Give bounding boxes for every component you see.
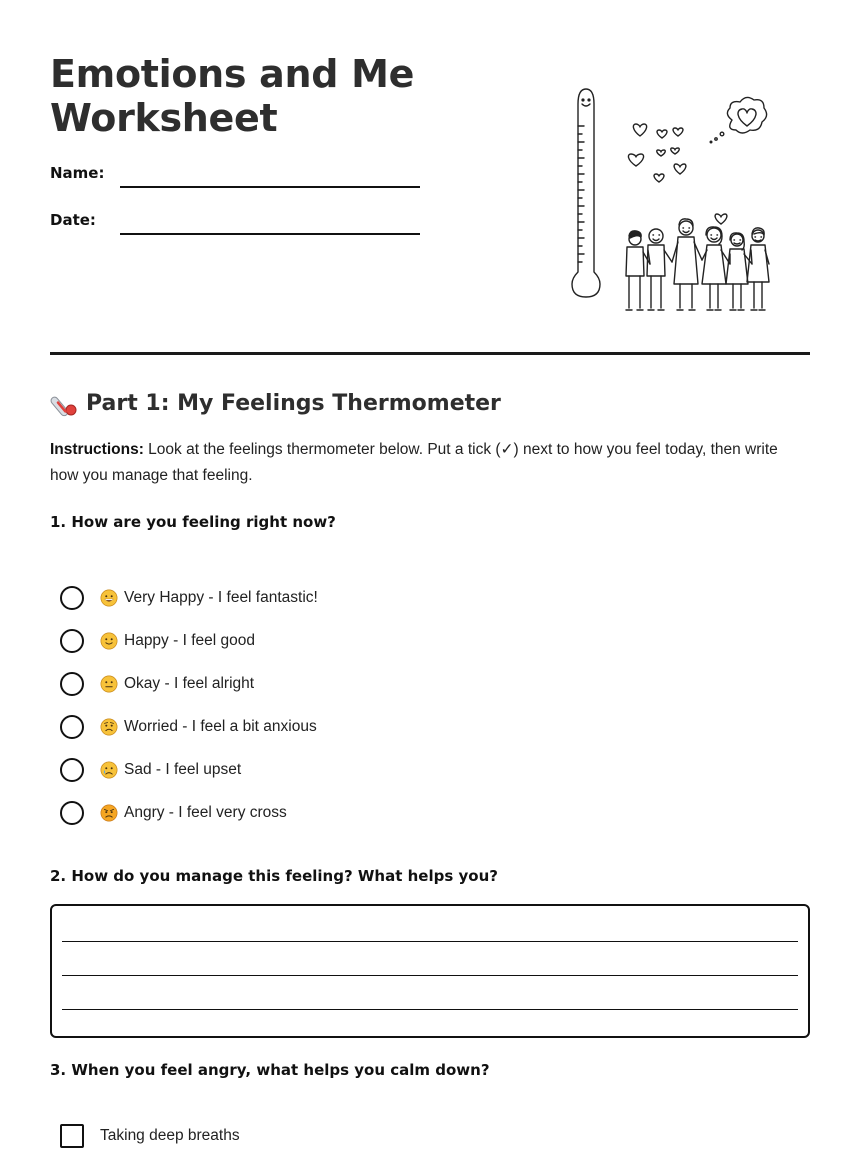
question-3: 3. When you feel angry, what helps you calm down? bbox=[50, 1061, 490, 1079]
answer-line[interactable] bbox=[62, 975, 798, 976]
question-1: 1. How are you feeling right now? bbox=[50, 513, 336, 531]
instructions bbox=[50, 437, 810, 489]
date-line[interactable] bbox=[120, 233, 420, 235]
feeling-radio[interactable] bbox=[60, 801, 84, 825]
part1-heading: Part 1: My Feelings Thermometer bbox=[50, 388, 501, 418]
feeling-radio[interactable] bbox=[60, 672, 84, 696]
calm-checkbox[interactable] bbox=[60, 1124, 84, 1148]
name-field[interactable] bbox=[50, 164, 420, 182]
feeling-radio[interactable] bbox=[60, 629, 84, 653]
date-field[interactable] bbox=[50, 211, 420, 229]
thermometer-icon bbox=[50, 388, 80, 418]
feeling-radio[interactable] bbox=[60, 586, 84, 610]
feeling-label: Sad - I feel upset bbox=[124, 760, 242, 778]
thermometer-and-family-illustration bbox=[564, 84, 794, 316]
thermometer-drawing-icon bbox=[572, 89, 600, 297]
worksheet-header bbox=[50, 0, 810, 355]
feeling-option-sad[interactable] bbox=[60, 748, 660, 791]
feeling-radio[interactable] bbox=[60, 715, 84, 739]
feeling-option-angry[interactable] bbox=[60, 791, 660, 834]
feeling-label: Angry - I feel very cross bbox=[124, 803, 287, 821]
feeling-radio[interactable] bbox=[60, 758, 84, 782]
feeling-option-happy[interactable] bbox=[60, 619, 660, 662]
feeling-option-okay[interactable] bbox=[60, 662, 660, 705]
answer-line[interactable] bbox=[62, 941, 798, 942]
crying-face-icon bbox=[100, 761, 118, 779]
instructions-label: Instructions: bbox=[50, 441, 144, 458]
answer-line[interactable] bbox=[62, 1009, 798, 1010]
family-holding-hands-icon bbox=[626, 219, 769, 310]
floating-hearts-icon bbox=[628, 124, 726, 224]
neutral-face-icon bbox=[100, 675, 118, 693]
grinning-face-icon bbox=[100, 589, 118, 607]
feeling-option-very-happy[interactable] bbox=[60, 576, 660, 619]
feeling-label: Worried - I feel a bit anxious bbox=[124, 717, 317, 735]
worried-face-icon bbox=[100, 718, 118, 736]
feeling-label: Okay - I feel alright bbox=[124, 674, 255, 692]
angry-face-icon bbox=[100, 804, 118, 822]
feeling-label: Happy - I feel good bbox=[124, 631, 255, 649]
question-2: 2. How do you manage this feeling? What helps you? bbox=[50, 867, 498, 885]
feeling-label: Very Happy - I feel fantastic! bbox=[124, 588, 318, 606]
calm-option-label: Taking deep breaths bbox=[100, 1127, 240, 1144]
worksheet-title: Emotions and Me Worksheet bbox=[50, 52, 415, 140]
calm-option-deep-breaths[interactable] bbox=[60, 1124, 240, 1148]
worksheet-page bbox=[50, 0, 810, 1144]
manage-feeling-answer-box[interactable] bbox=[50, 904, 810, 1038]
slightly-smiling-face-icon bbox=[100, 632, 118, 650]
name-line[interactable] bbox=[120, 186, 420, 188]
date-label: Date: bbox=[50, 211, 96, 229]
feelings-options bbox=[60, 576, 660, 834]
feeling-option-worried[interactable] bbox=[60, 705, 660, 748]
thought-bubble-icon bbox=[710, 97, 766, 142]
instructions-text: Look at the feelings thermometer below. Put a tick (✓) next to how you feel today, then write how you manage that feeling. bbox=[50, 441, 778, 484]
name-label: Name: bbox=[50, 164, 105, 182]
